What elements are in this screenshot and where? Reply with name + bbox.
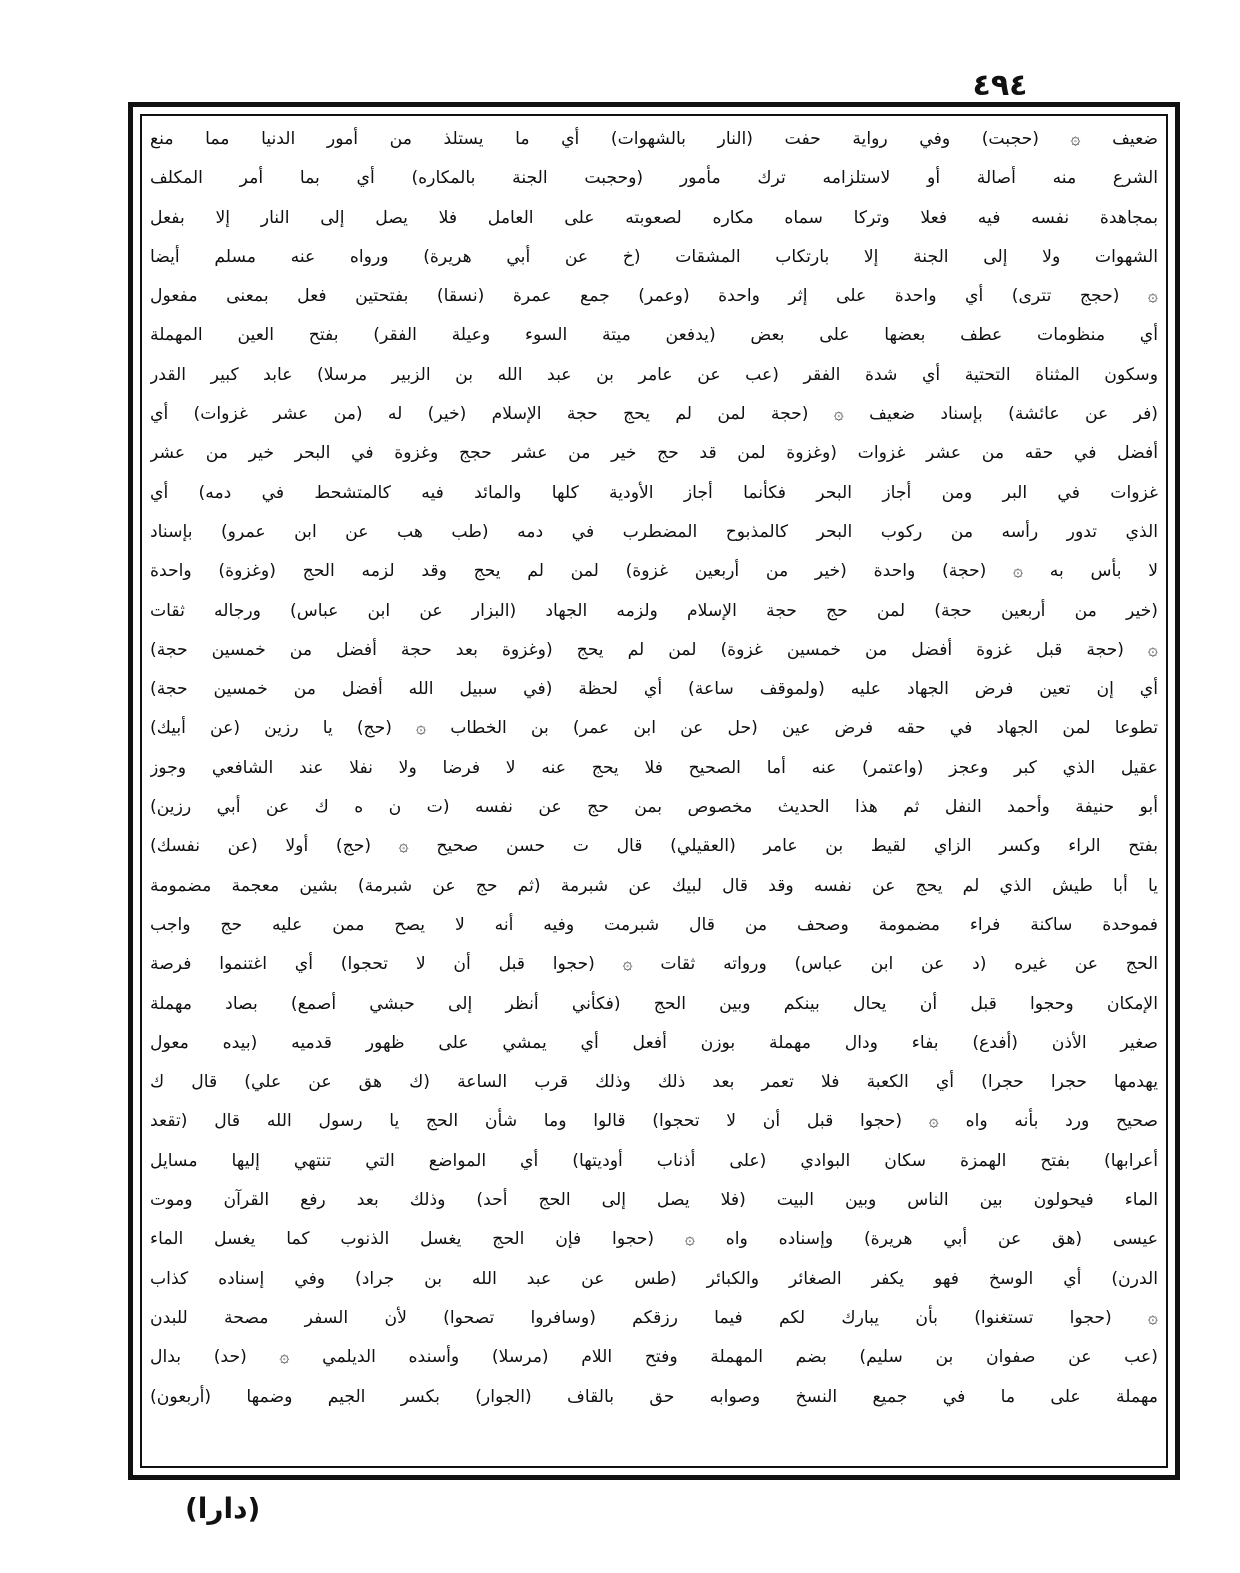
text-line: (عب عن صفوان بن سليم) بضم المهملة وفتح اللام (مرسلا) وأسنده الديلمي ۞ (حد) بدال bbox=[150, 1347, 1158, 1368]
page-number: ٤٩٤ bbox=[972, 68, 1028, 103]
text-line: ضعيف ۞ (حجبت) وفي رواية حفت (النار بالشهوات) أي ما يستلذ من أمور الدنيا مما منع bbox=[150, 129, 1158, 149]
text-line: أفضل في حقه من عشر غزوات (وغزوة لمن قد حج خير من عشر حجج وغزوة في البحر خير من عشر bbox=[150, 443, 1158, 464]
text-line: وسكون المثناة التحتية أي شدة الفقر (عب عن عامر بن عبد الله بن الزبير مرسلا) عابد كبير القدر bbox=[150, 364, 1158, 385]
text-line: الشهوات ولا إلى الجنة إلا بارتكاب المشقات (خ عن أبي هريرة) ورواه عنه مسلم أيضا bbox=[150, 246, 1158, 267]
text-line: أي منظومات عطف بعضها على بعض (يدفعن ميتة السوء وعيلة الفقر) بفتح العين المهملة bbox=[150, 325, 1158, 346]
text-line: عيسى (هق عن أبي هريرة) وإسناده واه ۞ (حجوا فإن الحج يغسل الذنوب كما يغسل الماء bbox=[150, 1229, 1158, 1250]
text-line: يهدمها حجرا حجرا) أي الكعبة فلا تعمر بعد ذلك وذلك قرب الساعة (ك هق عن علي) قال ك bbox=[150, 1072, 1158, 1093]
text-line: الدرن) أي الوسخ فهو يكفر الصغائر والكبائر (طس عن عبد الله بن جراد) وفي إسناده كذاب bbox=[150, 1268, 1158, 1289]
text-line: أبو حنيفة وأحمد النفل ثم هذا الحديث مخصوص بمن حج عن نفسه (ت ن ه ك عن أبي رزين) bbox=[150, 797, 1158, 818]
text-line: صحيح ورد بأنه واه ۞ (حجوا قبل أن لا تحجوا) قالوا وما شأن الحج يا رسول الله قال (تقعد bbox=[150, 1111, 1158, 1132]
text-line: بمجاهدة نفسه فيه فعلا وتركا سماه مكاره لصعوبته على العامل فلا يصل إلى النار إلا بفعل bbox=[150, 207, 1158, 228]
text-line: أي إن تعين فرض الجهاد عليه (ولموقف ساعة) أي لحظة (في سبيل الله أفضل من خمسين حجة) bbox=[150, 679, 1158, 700]
text-line: عقيل الذي كبر وعجز (واعتمر) عنه أما الصحيح فلا يحج عنه لا فرضا ولا نفلا عند الشافعي وجوز bbox=[150, 757, 1158, 778]
text-line: فموحدة ساكنة فراء مضمومة وصحف من قال شبرمت وفيه أنه لا يصح ممن عليه حج واجب bbox=[150, 914, 1158, 935]
text-line: لا بأس به ۞ (حجة) واحدة (خير من أربعين غزوة) لمن لم يحج وقد لزمه الحج (وغزوة) واحدة bbox=[150, 561, 1158, 582]
text-line: الحج عن غيره (د عن ابن عباس) ورواته ثقات ۞ (حجوا قبل أن لا تحجوا) أي اغتنموا فرصة bbox=[150, 954, 1158, 975]
text-line: ۞ (حجة قبل غزوة أفضل من خمسين غزوة) لمن لم يحج (وغزوة بعد حجة أفضل من خمسين حجة) bbox=[150, 639, 1158, 660]
text-line: ۞ (حجج تترى) أي واحدة على إثر واحدة (وعمر) جمع عمرة (نسقا) بفتحتين فعل بمعنى مفعول bbox=[150, 286, 1158, 307]
text-line: ۞ (حجوا تستغنوا) بأن يبارك لكم فيما رزقكم (وسافروا تصحوا) لأن السفر مصحة للبدن bbox=[150, 1307, 1158, 1328]
text-line: صغير الأذن (أفدع) بفاء ودال مهملة بوزن أفعل أي يمشي على ظهور قدميه (بيده معول bbox=[150, 1032, 1158, 1053]
text-line: الإمكان وحجوا قبل أن يحال بينكم وبين الحج (فكأني أنظر إلى حبشي أصمع) بصاد مهملة bbox=[150, 993, 1158, 1014]
text-line: الماء فيحولون بين الناس وبين البيت (فلا يصل إلى الحج أحد) وذلك بعد رفع القرآن وموت bbox=[150, 1190, 1158, 1211]
text-line: (خير من أربعين حجة) لمن حج حجة الإسلام ولزمه الجهاد (البزار عن ابن عباس) ورجاله ثقات bbox=[150, 600, 1158, 621]
text-line: غزوات في البر ومن أجاز البحر فكأنما أجاز الأودية كلها والمائد فيه كالمتشحط في دمه) أي bbox=[150, 482, 1158, 503]
text-line: بفتح الراء وكسر الزاي لقيط بن عامر (العقيلي) قال ت حسن صحيح ۞ (حج) أولا (عن نفسك) bbox=[150, 836, 1158, 857]
text-line: (فر عن عائشة) بإسناد ضعيف ۞ (حجة لمن لم يحج حجة الإسلام (خير) له (من عشر غزوات) أي bbox=[150, 404, 1158, 425]
page-body-text bbox=[150, 120, 1158, 1417]
text-line: مهملة على ما في جميع النسخ وصوابه حق بالقاف (الجوار) بكسر الجيم وضمها (أربعون) bbox=[150, 1386, 1158, 1407]
text-line: تطوعا لمن الجهاد في حقه فرض عين (حل عن ابن عمر) بن الخطاب ۞ (حج) يا رزين (عن أبيك) bbox=[150, 718, 1158, 739]
text-line: الشرع منه أصالة أو لاستلزامه ترك مأمور (وحجبت الجنة بالمكاره) أي بما أمر المكلف bbox=[150, 168, 1158, 189]
text-line: الذي تدور رأسه من ركوب البحر كالمذبوح المضطرب في دمه (طب هب عن ابن عمرو) بإسناد bbox=[150, 521, 1158, 542]
text-line: أعرابها) بفتح الهمزة سكان البوادي (على أذناب أوديتها) أي المواضع التي تنتهي إليها مسايل bbox=[150, 1150, 1158, 1171]
text-line: يا أبا طيش الذي لم يحج عن نفسه وقد قال لبيك عن شبرمة (ثم حج عن شبرمة) بشين معجمة مضمومة bbox=[150, 875, 1158, 896]
page-signature: (دارا) bbox=[185, 1492, 261, 1525]
